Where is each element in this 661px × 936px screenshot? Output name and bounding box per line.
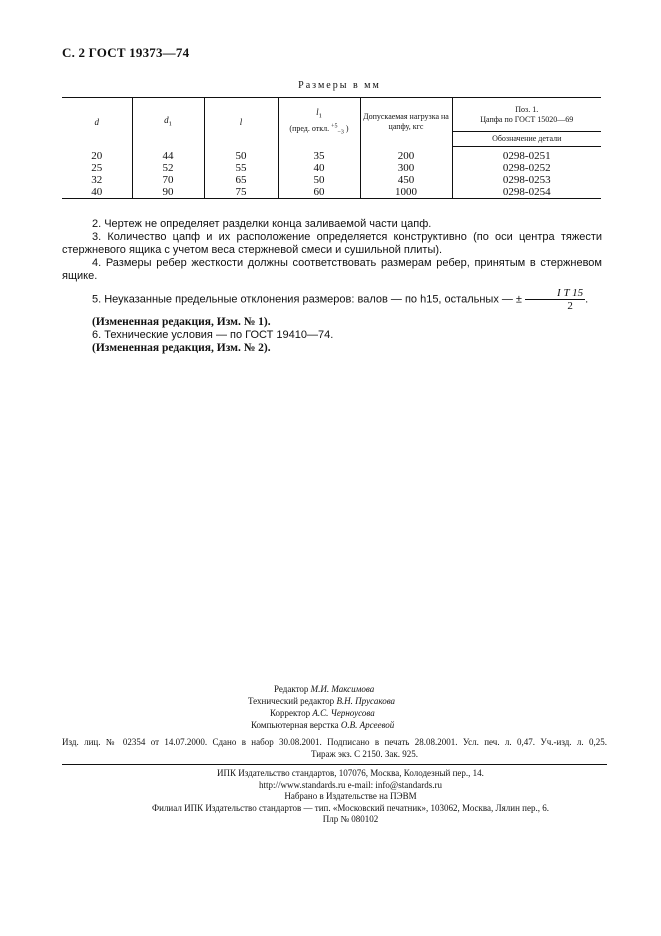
divider (62, 764, 607, 765)
publisher-block (0, 768, 661, 826)
cell-d: 32 (62, 174, 132, 186)
table-row (62, 147, 601, 163)
header-l: l (204, 98, 278, 147)
table-row (62, 162, 601, 174)
imprint-line-1: Изд. лиц. № 02354 от 14.07.2000. Сдано в набор 30.08.2001. Подписано в печать 28.08.2001. Усл. печ. л. 0,47. Уч.-изд. л. 0,25. (62, 737, 607, 747)
revision-note-1: (Измененная редакция, Изм. № 1). (92, 316, 271, 328)
cell-part: 0298-0251 (502, 150, 551, 162)
cell-l: 50 (204, 147, 278, 163)
imprint-line-2: Тираж экз. С 2150. Зак. 925. (310, 749, 419, 759)
publisher-line-5: Плр № 080102 (322, 814, 379, 824)
cell-d1: 52 (132, 162, 204, 174)
notes-section (62, 218, 602, 355)
header-d1: $d_1$ (132, 98, 204, 147)
header-l1: $l_1$ (пред. откл. $^{+5}_{-3}$ ) (278, 98, 360, 147)
publisher-line-3: Набрано в Издательстве на ПЭВМ (284, 791, 417, 801)
note-5: 5. Неуказанные предельные отклонения размеров: валов — по h15, остальных — ± $\frac{\text{I T 15}}{2}$ . (92, 287, 589, 312)
credit-tech-editor: Технический редактор В.Н. Прусакова (248, 696, 396, 706)
table-caption: Размеры в мм (298, 80, 381, 91)
cell-l1: 35 (278, 147, 360, 163)
note-3: 3. Количество цапф и их расположение определяется конструктивно (по оси центра тяжести стержневого ящика с учетом веса стержневой смеси и сушильной плиты). (62, 231, 602, 256)
page-header: С. 2 ГОСТ 19373—74 (62, 45, 190, 60)
cell-d1: 44 (132, 147, 204, 163)
publisher-line-1: ИПК Издательство стандартов, 107076, Москва, Колодезный пер., 14. (217, 768, 484, 778)
fraction-it15: $\frac{\text{I T 15}}{2}$ (525, 287, 585, 312)
cell-part: 0298-0254 (452, 186, 601, 199)
cell-load: 200 (360, 147, 452, 163)
cell-l1: 40 (278, 162, 360, 174)
imprint-block (62, 736, 607, 760)
credit-proofreader: Корректор А.С. Черноусова (270, 708, 375, 718)
header-load: Допускаемая нагрузка на цапфу, кгс (360, 98, 452, 147)
cell-d1: 70 (132, 174, 204, 186)
cell-part: 0298-0253 (502, 174, 551, 186)
cell-l1: 50 (278, 174, 360, 186)
dimensions-table (62, 97, 601, 199)
cell-d: 25 (62, 162, 132, 174)
header-part-designation: Обозначение детали (452, 132, 601, 147)
note-2: 2. Чертеж не определяет разделки конца заливаемой части цапф. (92, 218, 432, 230)
cell-d: 20 (62, 147, 132, 163)
publisher-line-2: http://www.standards.ru e-mail: info@standards.ru (259, 779, 442, 790)
credit-editor: Редактор М.И. Максимова (274, 684, 375, 694)
cell-l1: 60 (278, 186, 360, 199)
cell-load: 300 (360, 162, 452, 174)
table-row (62, 174, 601, 186)
cell-l: 65 (204, 174, 278, 186)
note-4: 4. Размеры ребер жесткости должны соответствовать размерам ребер, принятым в стержневом ящике. (62, 257, 602, 282)
cell-l: 55 (204, 162, 278, 174)
revision-note-2: (Измененная редакция, Изм. № 2). (92, 342, 271, 354)
publisher-line-4: Филиал ИПК Издательство стандартов — тип. «Московский печатник», 103062, Москва, Лялин пер., 6. (152, 802, 549, 813)
credit-layout: Компьютерная верстка О.В. Арсеевой (251, 720, 395, 730)
cell-load: 1000 (360, 186, 452, 199)
cell-d1: 90 (132, 186, 204, 199)
cell-part: 0298-0252 (502, 162, 551, 174)
table-row (62, 186, 601, 199)
cell-load: 450 (360, 174, 452, 186)
cell-l: 75 (204, 186, 278, 199)
note-6: 6. Технические условия — по ГОСТ 19410—74. (92, 329, 334, 341)
cell-d: 40 (62, 186, 132, 199)
header-d: d (62, 98, 132, 147)
header-position: Поз. 1. Цапфа по ГОСТ 15020—69 (452, 98, 601, 132)
